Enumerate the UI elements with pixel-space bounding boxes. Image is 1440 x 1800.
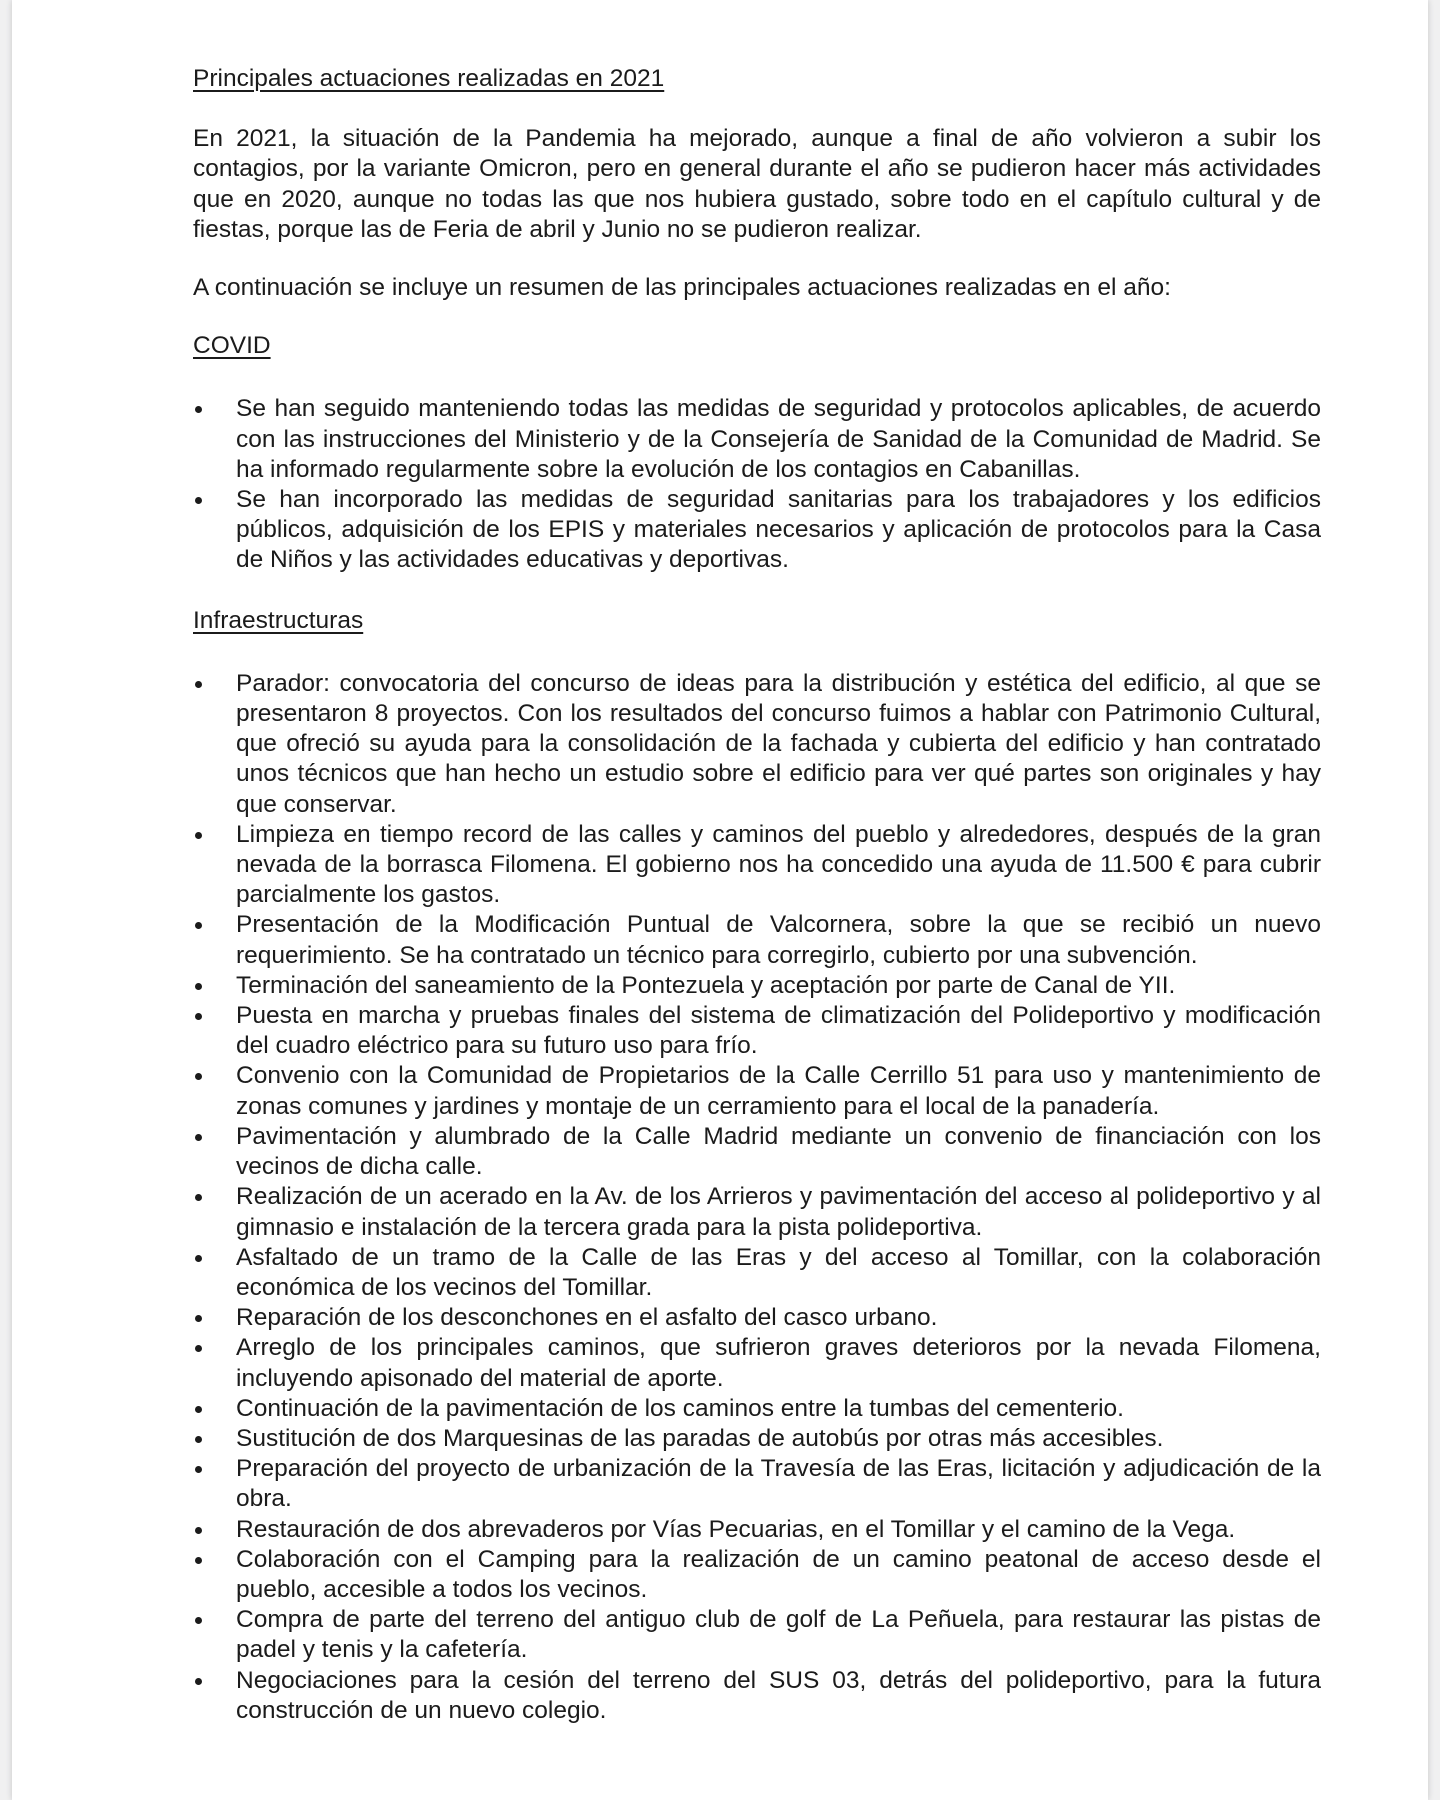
list-item-text: Reparación de los desconchones en el asfalto del casco urbano. <box>236 1304 938 1332</box>
list-item <box>193 1122 1321 1182</box>
list-item-text: Parador: convocatoria del concurso de ideas para la distribución y estética del edificio, al que se presentaron 8 proyectos. Con los resultados del concurso fuimos a hablar con Patrimonio Cultural, que ofreció su ayuda para la consolidación de la fachada y cubierta del edificio y han contratado unos técnicos que han hecho un estudio sobre el edificio para ver qué partes son originales y hay que conservar. <box>236 669 1321 818</box>
list-item <box>193 1303 1321 1333</box>
list-item-text: Asfaltado de un tramo de la Calle de las Eras y del acceso al Tomillar, con la colaboración económica de los vecinos del Tomillar. <box>236 1243 1321 1301</box>
bullet-icon <box>195 1134 202 1141</box>
bullet-icon <box>195 832 202 839</box>
list-item-text: Arreglo de los principales caminos, que sufrieron graves deterioros por la nevada Filomena, incluyendo apisonado del material de aporte. <box>236 1334 1321 1392</box>
bullet-icon <box>195 983 202 990</box>
bullet-icon <box>195 406 202 413</box>
list-item-text: Terminación del saneamiento de la Pontezuela y aceptación por parte de Canal de YII. <box>236 971 1176 999</box>
list-item <box>193 1394 1321 1424</box>
list-item-text: Limpieza en tiempo record de las calles y caminos del pueblo y alrededores, después de la gran nevada de la borrasca Filomena. El gobierno nos ha concedido una ayuda de 11.500 € para cubrir parcialmente los gastos. <box>236 820 1321 909</box>
bullet-icon <box>195 1557 202 1564</box>
bullet-icon <box>195 1678 202 1685</box>
bullet-icon <box>195 1013 202 1020</box>
document-title: Principales actuaciones realizadas en 2021 <box>193 65 665 92</box>
bullet-icon <box>195 1406 202 1413</box>
bullet-icon <box>195 922 202 929</box>
list-item-text: Pavimentación y alumbrado de la Calle Madrid mediante un convenio de financiación con los vecinos de dicha calle. <box>236 1122 1321 1181</box>
bullet-icon <box>195 1617 202 1624</box>
document-content <box>193 64 1321 1726</box>
list-item-text: Compra de parte del terreno del antiguo club de golf de La Peñuela, para restaurar las pistas de padel y tenis y la cafetería. <box>236 1606 1321 1664</box>
bullet-icon <box>195 1073 202 1080</box>
list-item <box>193 1666 1321 1726</box>
covid-list <box>193 394 1321 575</box>
list-item <box>193 1545 1321 1605</box>
list-item <box>193 971 1321 1001</box>
list-item-text: Se han incorporado las medidas de seguridad sanitarias para los trabajadores y los edificios públicos, adquisición de los EPIS y materiales necesarios y aplicación de protocolos para la Casa de Niños y las actividades educativas y deportivas. <box>236 486 1321 574</box>
list-item-text: Sustitución de dos Marquesinas de las paradas de autobús por otras más accesibles. <box>236 1424 1164 1452</box>
list-item-text: Restauración de dos abrevaderos por Vías Pecuarias, en el Tomillar y el camino de la Vega. <box>236 1515 1236 1543</box>
bullet-icon <box>195 1315 202 1322</box>
bullet-icon <box>195 1194 202 1201</box>
bullet-icon <box>195 1255 202 1262</box>
document-sheet <box>12 0 1428 1800</box>
list-item <box>193 1001 1321 1061</box>
list-item <box>193 1605 1321 1665</box>
list-item <box>193 1182 1321 1242</box>
list-item-text: Convenio con la Comunidad de Propietarios de la Calle Cerrillo 51 para uso y mantenimiento de zonas comunes y jardines y montaje de un cerramiento para el local de la panadería. <box>236 1062 1321 1120</box>
bullet-icon <box>195 1527 202 1534</box>
list-item <box>193 485 1321 576</box>
bullet-icon <box>195 1436 202 1443</box>
list-item <box>193 669 1321 820</box>
list-item <box>193 394 1321 485</box>
bullet-icon <box>195 497 202 504</box>
section-heading-covid: COVID <box>193 332 271 360</box>
bullet-icon <box>195 681 202 688</box>
summary-line: A continuación se incluye un resumen de las principales actuaciones realizadas en el año: <box>193 274 1171 302</box>
list-item <box>193 1061 1321 1121</box>
list-item <box>193 1424 1321 1454</box>
list-item <box>193 820 1321 911</box>
list-item-text: Presentación de la Modificación Puntual de Valcornera, sobre la que se recibió un nuevo requerimiento. Se ha contratado un técnico para corregirlo, cubierto por una subvención. <box>236 911 1321 969</box>
infraestructuras-list <box>193 669 1321 1726</box>
list-item-text: Preparación del proyecto de urbanización de la Travesía de las Eras, licitación y adjudicación de la obra. <box>236 1455 1321 1513</box>
list-item <box>193 910 1321 970</box>
intro-paragraph: En 2021, la situación de la Pandemia ha mejorado, aunque a final de año volvieron a subir los contagios, por la variante Omicron, pero en general durante el año se pudieron hacer más actividades que en 2020, aunque no todas las que nos hubiera gustado, sobre todo en el capítulo cultural y de fiestas, porque las de Feria de abril y Junio no se pudieron realizar. <box>193 125 1321 243</box>
bullet-icon <box>195 1466 202 1473</box>
section-heading-infraestructuras: Infraestructuras <box>193 606 364 634</box>
list-item <box>193 1333 1321 1393</box>
list-item-text: Colaboración con el Camping para la realización de un camino peatonal de acceso desde el pueblo, accesible a todos los vecinos. <box>236 1545 1321 1603</box>
list-item-text: Realización de un acerado en la Av. de los Arrieros y pavimentación del acceso al polideportivo y al gimnasio e instalación de la tercera grada para la pista polideportiva. <box>236 1183 1321 1241</box>
list-item-text: Se han seguido manteniendo todas las medidas de seguridad y protocolos aplicables, de acuerdo con las instrucciones del Ministerio y de la Consejería de Sanidad de la Comunidad de Madrid. Se ha informado regularmente sobre la evolución de los contagios en Cabanillas. <box>236 395 1321 483</box>
list-item-text: Negociaciones para la cesión del terreno del SUS 03, detrás del polideportivo, para la futura construcción de un nuevo colegio. <box>236 1666 1321 1724</box>
list-item-text: Puesta en marcha y pruebas finales del sistema de climatización del Polideportivo y modificación del cuadro eléctrico para su futuro uso para frío. <box>236 1002 1321 1060</box>
list-item <box>193 1454 1321 1514</box>
list-item <box>193 1515 1321 1545</box>
list-item-text: Continuación de la pavimentación de los caminos entre la tumbas del cementerio. <box>236 1394 1124 1422</box>
list-item <box>193 1243 1321 1303</box>
bullet-icon <box>195 1345 202 1352</box>
